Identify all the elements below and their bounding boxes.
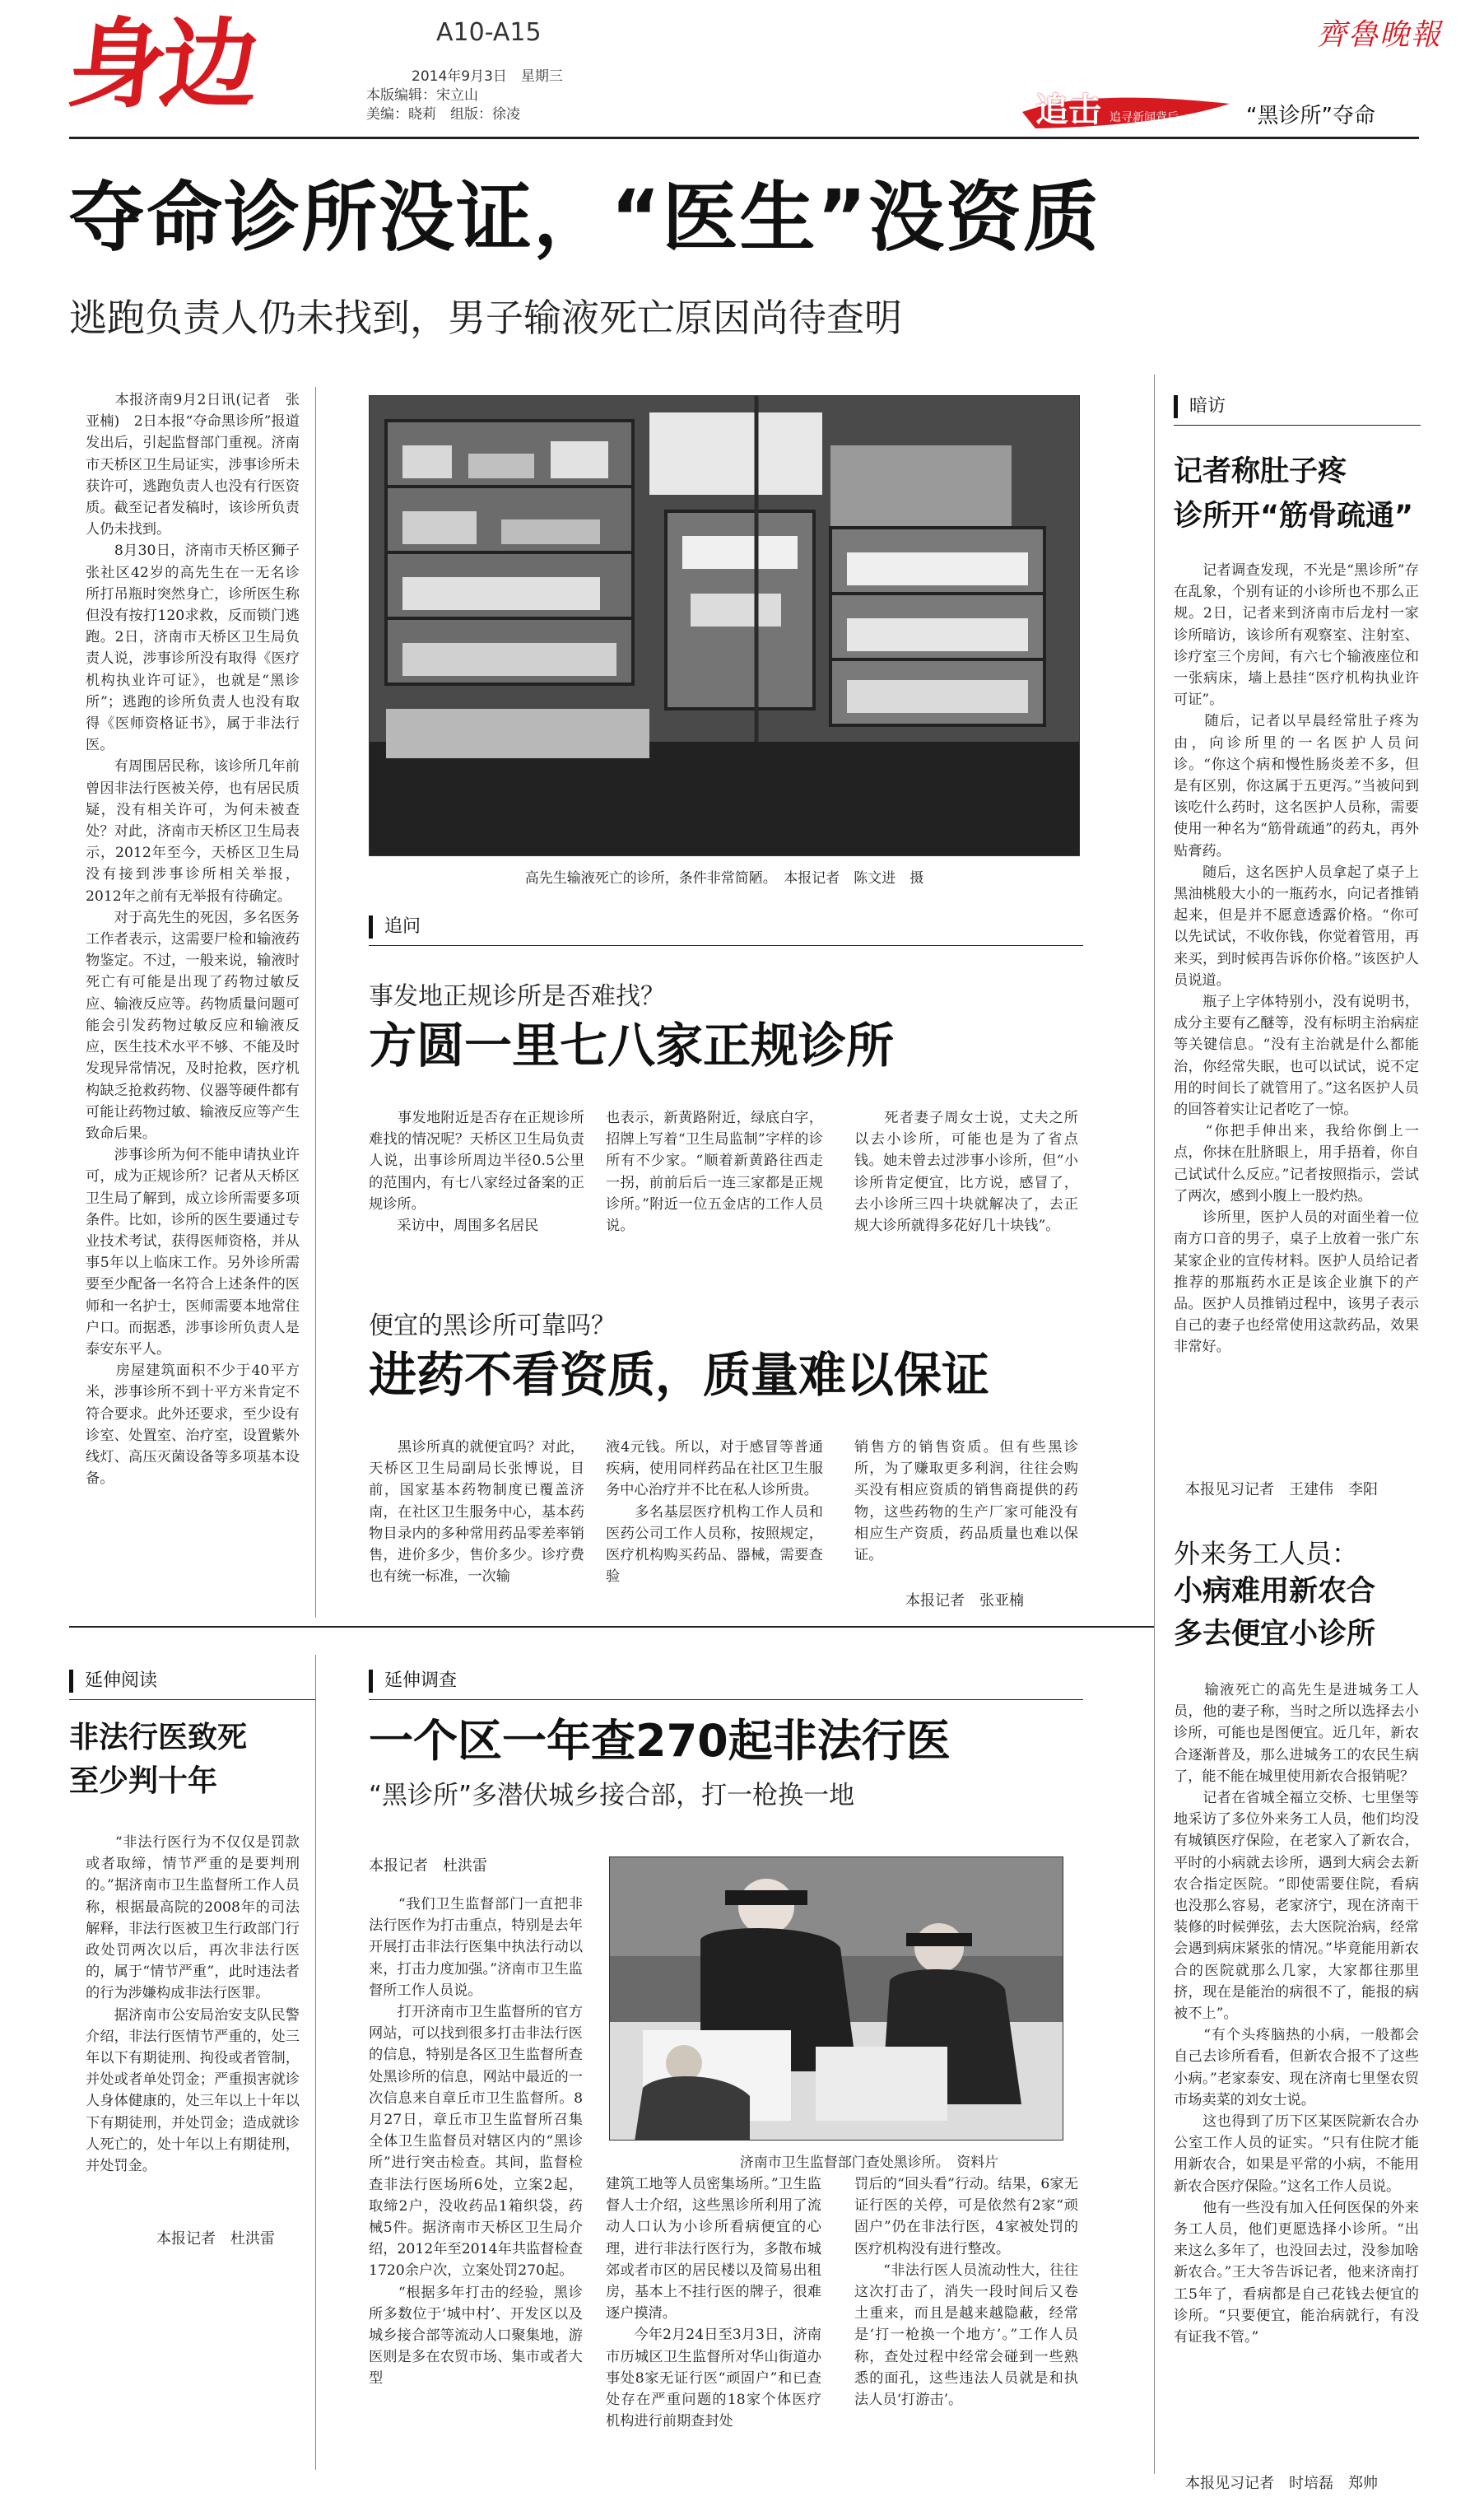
- yanshen-inv-byline: 本报记者 杜洪雷: [369, 1857, 487, 1875]
- yanshen-inv-headline: 一个区一年查270起非法行医: [369, 1715, 951, 1767]
- lead-headline: 夺命诊所没证，“医生”没资质: [69, 174, 1100, 262]
- page-editor: 本版编辑：宋立山: [366, 87, 478, 104]
- q2-col3: 销售方的销售资质。但有些黑诊所，为了赚取更多利润，往往会购买没有相应资质的销售商提供的药物，这些药物的生产厂家可能没有相应生产资质，药品质量也难以保证。: [854, 1439, 1078, 1564]
- anfang-body: 记者调查发现，不光是“黑诊所”存在乱象，个别有证的小诊所也不那么正规。2日，记者来到济南市后龙村一家诊所暗访，该诊所有观察室、注射室、诊疗室三个房间，有六七个输液座位和一张病床，墙上悬挂“医疗机构执业许可证”。 随后，记者以早晨经常肚子疼为由，向诊所里的一名医护人员问诊。“你这个病和慢性肠炎差不多，但是有区别，你这属于五更泻。”当被问到该吃什么药时，这名医护人员称，需要使用一种名为“筋骨疏通”的药丸，再外贴膏药。 随后，这名医护人员拿起了桌子上黑油桃般大小的一瓶药水，向记者推销起来，但是并不愿意透露价格。“你可以先试试，不收你钱，你觉着管用，再来买，到时候再告诉你价格。”该医护人员说道。 瓶子上字体特别小，没有说明书，成分主要有乙醚等，没有标明主治病症等关键信息。“没有主治就是什么都能治，你经常失眠，也可以试试，说不定用的时间长了就管用了。”这名医护人员的回答着实让记者吃了一惊。 “你把手伸出来，我给你倒上一点，你抹在肚脐眼上，用手捂着，你自己试试什么反应。”记者按照指示，尝试了两次，感到小腹上一股灼热。 诊所里，医护人员的对面坐着一位南方口音的男子，桌子上放着一张广东某家企业的宣传材料。医护人员给记者推荐的那瓶药水正是该企业旗下的产品。医护人员推销过程中，该男子表示自己的妻子也经常使用这款药品，效果非常好。: [1174, 562, 1419, 1356]
- lead-body: 本报济南9月2日讯(记者 张亚楠) 2日本报“夺命黑诊所”报道发出后，引起监督部门重视。济南市天桥区卫生局证实，涉事诊所未获许可，逃跑负责人也没有行医资质。截至记者发稿时，该诊所负责人仍未找到。 8月30日，济南市天桥区狮子张社区42岁的高先生在一无名诊所打吊瓶时突然身亡，诊所医生称但没有按打120求救，反而锁门逃跑。2日，济南市天桥区卫生局负责人说，涉事诊所没有取得《医疗机构执业许可证》，也就是“黑诊所”；逃跑的诊所负责人也没有取得《医师资格证书》，属于非法行医。 有周围居民称，该诊所几年前曾因非法行医被关停，也有居民质疑，没有相关许可，为何未被查处？对此，济南市天桥区卫生局表示，2012年至今，天桥区卫生局没有接到涉事诊所相关举报，2012年之前有无举报有待确定。 对于高先生的死因，多名医务工作者表示，这需要尸检和输液药物鉴定。不过，一般来说，输液时死亡有可能是出现了药物过敏反应、输液反应等。药物质量问题可能会引发药物过敏反应和输液反应，医生技术水平不够、不能及时发现异常情况，及时抢救，医疗机构缺乏抢救药物、仪器等硬件都有可能让药物过敏、输液反应等产生致命后果。 涉事诊所为何不能申请执业许可，成为正规诊所？记者从天桥区卫生局了解到，成立诊所需要多项条件。比如，诊所的医生要通过专业技术考试，获得医师资格，并从事5年以上临床工作。另外诊所需要至少配备一名符合上述条件的医师和一名护士，医师需要本地常住户口。而据悉，涉事诊所负责人是泰安东平人。 房屋建筑面积不少于40平方米，涉事诊所不到十平方米肯定不符合要求。此外还要求，至少设有诊室、处置室、治疗室，设置紫外线灯、高压灭菌设备等多项基本设备。: [86, 392, 300, 1488]
- series-tagline: 追寻新闻背后: [1110, 111, 1179, 124]
- anfang-rule: [1174, 425, 1421, 426]
- yanshen-inv-tag: 延伸调查: [369, 1670, 457, 1693]
- column-rule-lower: [315, 1655, 316, 2470]
- page-range: A10-A15: [436, 18, 542, 47]
- section-logo: 身边: [63, 7, 260, 121]
- q2-kicker: 便宜的黑诊所可靠吗？: [369, 1311, 616, 1340]
- nongmin-byline: 本报见习记者 时培磊 郑帅: [1185, 2475, 1378, 2492]
- clinic-photo-caption: 高先生输液死亡的诊所，条件非常简陋。 本报记者 陈文进 摄: [524, 870, 924, 887]
- q2-col1: 黑诊所真的就便宜吗？对此，天桥区卫生局副局长张博说，目前，国家基本药物制度已覆盖济南，在社区卫生服务中心，基本药物目录内的多种常用药品零差率销售，进价多少，售价多少。诊疗费也有统一标准，一次输: [369, 1439, 584, 1586]
- series-logo: [1019, 79, 1233, 137]
- paper-name-logo: 齊魯晚報: [1317, 18, 1443, 52]
- anfang-tag: 暗访: [1174, 395, 1226, 418]
- inspection-photo-caption: 济南市卫生监督部门查处黑诊所。 资料片: [739, 2155, 999, 2171]
- anfang-headline-line1: 记者称肚子疼: [1174, 455, 1347, 488]
- yanshen-read-headline-line2: 至少判十年: [69, 1764, 218, 1798]
- yanshen-read-headline-line1: 非法行医致死: [69, 1721, 248, 1754]
- q1-headline: 方圆一里七八家正规诊所: [369, 1018, 895, 1074]
- nongmin-headline-line1: 小病难用新农合: [1174, 1575, 1376, 1608]
- q1-col2: 也表示，新黄路附近，绿底白字，招牌上写着“卫生局监制”字样的诊所有不少家。“顺着新黄路往西走一拐，前前后后一连三家都是正规诊所。”附近一位五金店的工作人员说。: [606, 1110, 823, 1235]
- yanshen-inv-subhead: “黑诊所”多潜伏城乡接合部，打一枪换一地: [369, 1781, 855, 1810]
- q2-byline: 本报记者 张亚楠: [905, 1592, 1024, 1610]
- clinic-photo: [369, 395, 1080, 856]
- issue-date: 2014年9月3日 星期三: [412, 68, 563, 85]
- column-rule-left: [315, 387, 316, 1618]
- q1-kicker: 事发地正规诊所是否难找？: [369, 982, 665, 1011]
- yanshen-read-tag: 延伸阅读: [69, 1670, 157, 1693]
- yanshen-inv-col3: 罚后的“回头看”行动。结果，6家无证行医的关停，可是依然有2家“顽固户”仍在非法行医，4家被处罚的医疗机构没有进行整改。 “非法行医人员流动性大，往往这次打击了，消失一段时间后又卷土重来，而且是越来越隐蔽，经常是‘打一枪换一个地方’。”工作人员称，查处过程中经常会碰到一些熟悉的面孔，这些违法人员就是和执法人员‘打游击’。: [854, 2176, 1078, 2409]
- anfang-byline: 本报见习记者 王建伟 李阳: [1185, 1481, 1378, 1498]
- lead-subhead: 逃跑负责人仍未找到，男子输液死亡原因尚待查明: [69, 296, 902, 340]
- inspection-photo: [609, 1856, 1063, 2141]
- q2-col2: 液4元钱。所以，对于感冒等普通疾病，使用同样药品在社区卫生服务中心治疗并不比在私人诊所贵。 多名基层医疗机构工作人员和医药公司工作人员称，按照规定，医疗机构购买药品、器械，需要查验: [606, 1439, 823, 1586]
- masthead-rule: [69, 137, 1419, 139]
- yanshen-inv-rule: [369, 1699, 1083, 1700]
- yanshen-inv-col2: 建筑工地等人员密集场所。”卫生监督人士介绍，这些黑诊所利用了流动人口认为小诊所看病便宜的心理，进行非法行医行为，多散布城郊或者市区的居民楼以及简易出租房，基本上不挂行医的牌子，很难逐户摸清。 今年2月24日至3月3日，济南市历城区卫生监督所对华山街道办事处8家无证行医“顽固户”和已查处存在严重问题的18家个体医疗机构进行前期查封处: [606, 2176, 821, 2430]
- clinic-shelves-illustration: [370, 396, 1080, 856]
- q1-col3: 死者妻子周女士说，丈夫之所以去小诊所，可能也是为了省点钱。她未曾去过涉事小诊所，但“小诊所肯定便宜，比方说，感冒了，去小诊所三四十块就解决了，去正规大诊所就得多花好几十块钱”。: [854, 1110, 1078, 1235]
- page-design: 美编：晓莉 组版：徐凌: [366, 106, 520, 123]
- yanshen-read-body: “非法行医行为不仅仅是罚款或者取缔，情节严重的是要判刑的。”据济南市卫生监督所工作人员称，根据最高院的2008年的司法解释，非法行医被卫生行政部门行政处罚两次以后，再次非法行医的，属于“情节严重”，此时违法者的行为涉嫌构成非法行医罪。 据济南市公安局治安支队民警介绍，非法行医情节严重的，处三年以下有期徒刑、拘役或者管制，并处或者单处罚金；严重损害就诊人身体健康的，处三年以上十年以下有期徒刑，并处罚金；造成就诊人死亡的，处十年以上有期徒刑，并处罚金。: [86, 1834, 300, 2175]
- lower-rule-left: [69, 1626, 1154, 1628]
- nongmin-headline-line2: 多去便宜小诊所: [1174, 1618, 1376, 1651]
- nongmin-kicker: 外来务工人员：: [1174, 1538, 1359, 1569]
- anfang-headline-line2: 诊所开“筋骨疏通”: [1174, 500, 1414, 533]
- zhuiwen-rule: [369, 945, 1083, 946]
- yanshen-inv-col1: “我们卫生监督部门一直把非法行医作为打击重点，特别是去年开展打击非法行医集中执法行动以来，打击力度加强。”济南市卫生监督所工作人员说。 打开济南市卫生监督所的官方网站，可以找到很多打击非法行医的信息，特别是各区卫生监督所查处黑诊所的信息，网站中最近的一次信息来自章丘市卫生监督所。8月27日，章丘市卫生监督所召集全体卫生监督员对辖区内的“黑诊所”进行突击检查。其间，监督检查非法行医场所6处，立案2起，取缔2户，没收药品1箱织袋，药械5件。据济南市天桥区卫生局介绍，2012年至2014年共监督检查1720余户次，立案处罚270起。 “根据多年打击的经验，黑诊所多数位于‘城中村’、开发区以及城乡接合部等流动人口聚集地，游医则是多在农贸市场、集市或者大型: [369, 1896, 583, 2388]
- zhuiwen-tag: 追问: [369, 915, 421, 939]
- q2-headline: 进药不看资质，质量难以保证: [369, 1347, 990, 1403]
- yanshen-read-rule: [69, 1699, 316, 1700]
- yanshen-read-byline: 本报记者 杜洪雷: [156, 2230, 275, 2248]
- column-rule-right: [1154, 375, 1155, 2474]
- series-logo-text: 追击: [1035, 91, 1101, 129]
- series-title: “黑诊所”夺命: [1246, 104, 1375, 128]
- inspection-scene-illustration: [610, 1857, 1063, 2141]
- q1-col1: 事发地附近是否存在正规诊所难找的情况呢？天桥区卫生局负责人说，出事诊所周边半径0.5公里的范围内，有七八家经过备案的正规诊所。 采访中，周围多名居民: [369, 1110, 584, 1235]
- nongmin-body: 输液死亡的高先生是进城务工人员，他的妻子称，当时之所以选择去小诊所，可能也是图便宜。近几年，新农合逐渐普及，那么进城务工的农民生病了，能不能在城里使用新农合报销呢？ 记者在省城全福立交桥、七里堡等地采访了多位外来务工人员，他们均没有城镇医疗保险，在老家入了新农合，平时的小病就去诊所，遇到大病会去新农合指定医院。“即使需要住院，看病也没那么容易，老家济宁，现在济南干装修的时候弹弦，去大医院治病，经常会遇到病床紧张的情况。”毕竟能用新农合的医院就那么几家，大家都往那里挤，现在是能治的病很不了，能报的病被不上”。 “有个头疼脑热的小病，一般都会自己去诊所看看，但新农合报不了这些小病。”老家泰安、现在济南七里堡农贸市场卖菜的刘女士说。 这也得到了历下区某医院新农合办公室工作人员的证实。“只有住院才能用新农合，如果是平常的小病，不能用新农合医疗保险。”这名工作人员说。 他有一些没有加入任何医保的外来务工人员，他们更愿选择小诊所。“出来这么多年了，也没回去过，没参加啥新农合。”王大爷告诉记者，他来济南打工5年了，看病都是自己花钱去便宜的诊所。“只要便宜，能治病就行，有没有证我不管。”: [1174, 1682, 1419, 2346]
